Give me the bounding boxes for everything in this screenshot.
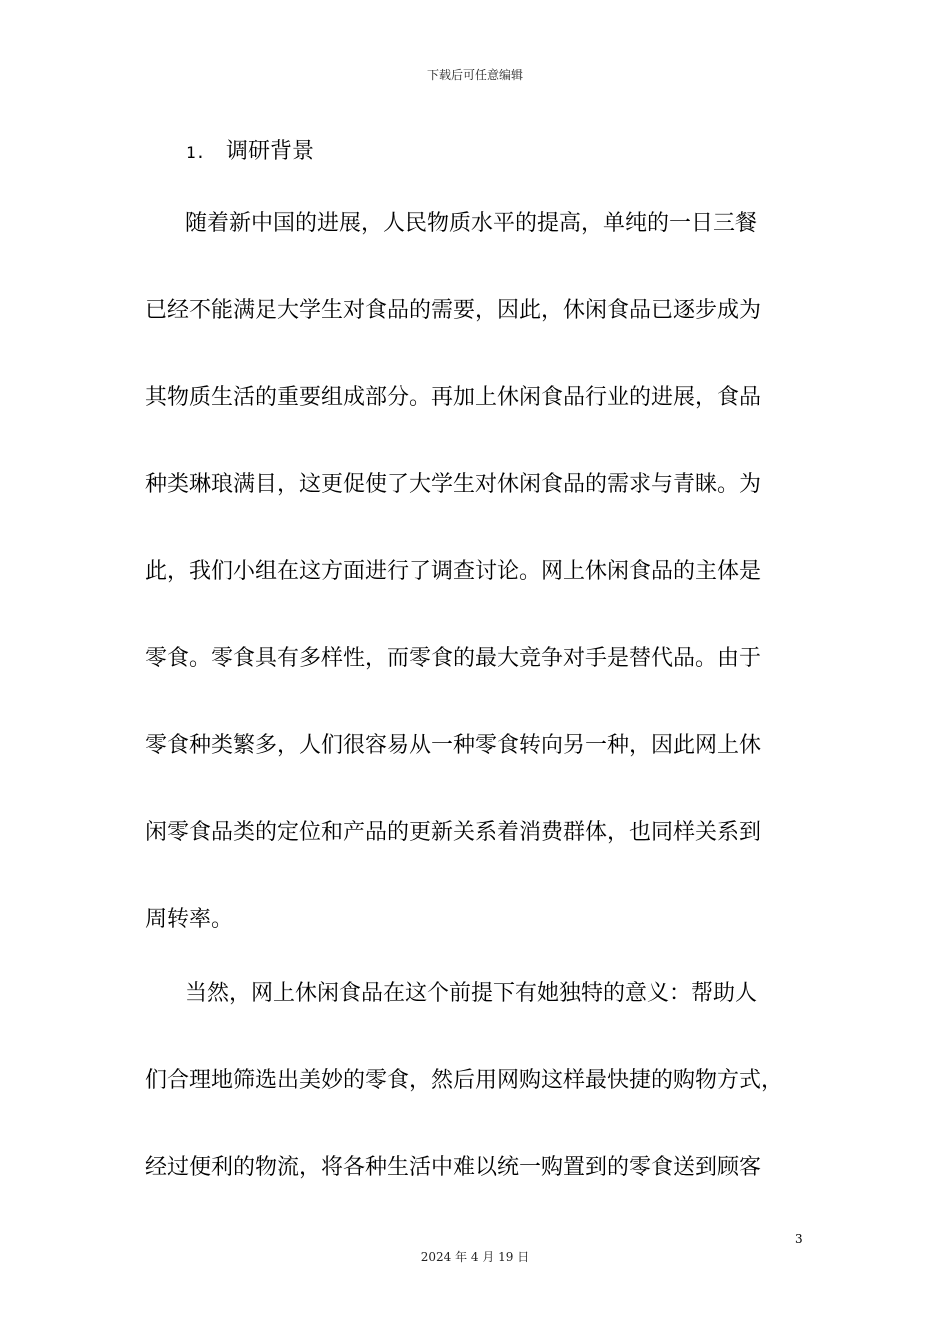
paragraph-line: 闲零食品类的定位和产品的更新关系着消费群体，也同样关系到	[145, 820, 762, 845]
paragraph-line: 其物质生活的重要组成部分。再加上休闲食品行业的进展，食品	[145, 385, 762, 410]
paragraph-line: 已经不能满足大学生对食品的需要，因此，休闲食品已逐步成为	[145, 298, 762, 323]
section-number: 1.	[186, 143, 206, 162]
paragraph-line: 随着新中国的进展，人民物质水平的提高，单纯的一日三餐	[185, 211, 758, 236]
section-heading	[186, 137, 314, 168]
header-note: 下载后可任意编辑	[426, 68, 523, 82]
paragraph-line: 经过便利的物流，将各种生活中难以统一购置到的零食送到顾客	[145, 1155, 762, 1180]
paragraph-line: 零食种类繁多，人们很容易从一种零食转向另一种，因此网上休	[145, 733, 762, 758]
paragraph-line: 种类琳琅满目，这更促使了大学生对休闲食品的需求与青睐。为	[145, 472, 762, 497]
paragraph-line: 周转率。	[145, 907, 234, 932]
paragraph-line: 们合理地筛选出美妙的零食，然后用网购这样最快捷的购物方式，	[145, 1068, 784, 1093]
paragraph-line: 此，我们小组在这方面进行了调查讨论。网上休闲食品的主体是	[145, 559, 762, 584]
section-title: 调研背景	[226, 139, 315, 164]
page-number: 3	[795, 1232, 803, 1246]
paragraph-line: 当然，网上休闲食品在这个前提下有她独特的意义：帮助人	[185, 981, 758, 1006]
paragraph-line: 零食。零食具有多样性，而零食的最大竞争对手是替代品。由于	[145, 646, 762, 671]
footer-date: 2024 年 4 月 19 日	[420, 1250, 530, 1264]
